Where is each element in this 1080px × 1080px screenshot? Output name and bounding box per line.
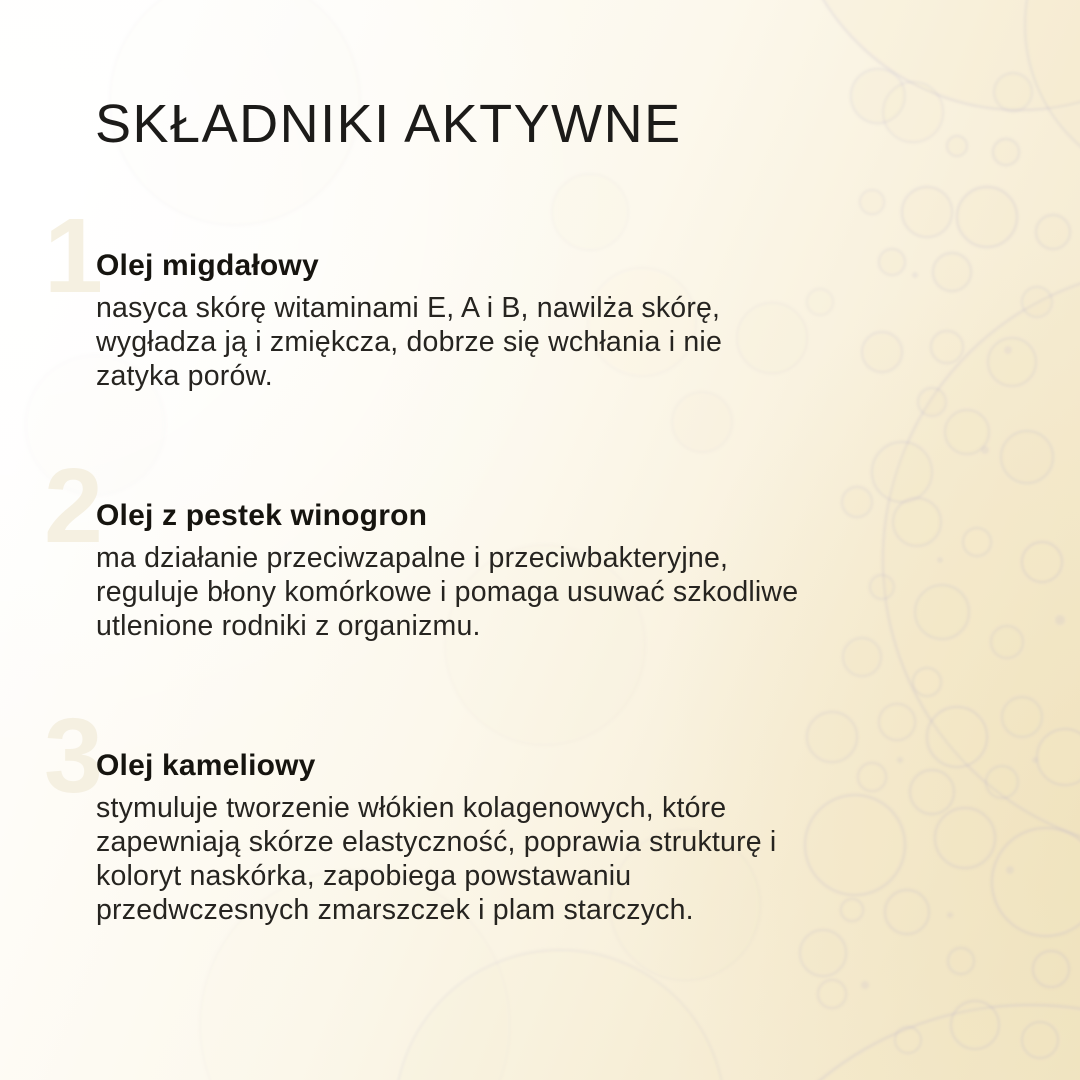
watermark-number-2: 2 [44,447,103,565]
section-olej-z-pestek-winogron [44,447,812,643]
watermark-number-1: 1 [44,197,103,315]
watermark-number-3: 3 [44,697,103,815]
ingredient-heading: Olej z pestek winogron [96,499,428,532]
section-olej-migdalowy [44,197,812,393]
ingredient-description: ma działanie przeciwzapalne i przeciwbakteryjne, reguluje błony komórkowe i pomaga usuwać szkodliwe utlenione rodniki z organizmu. [96,541,799,642]
ingredient-heading: Olej kameliowy [96,749,316,782]
ingredient-description: stymuluje tworzenie włókien kolagenowych, które zapewniają skórze elastyczność, poprawia strukturę i koloryt naskórka, zapobiega powstawaniu przedwczesnych zmarszczek i plam starczych. [96,791,777,927]
page-title: SKŁADNIKI AKTYWNE [95,94,682,154]
section-olej-kameliowy [44,697,812,927]
ingredient-heading: Olej migdałowy [96,249,319,282]
ingredient-description: nasyca skórę witaminami E, A i B, nawilża skórę, wygładza ją i zmiękcza, dobrze się wchłania i nie zatyka porów. [96,291,723,392]
